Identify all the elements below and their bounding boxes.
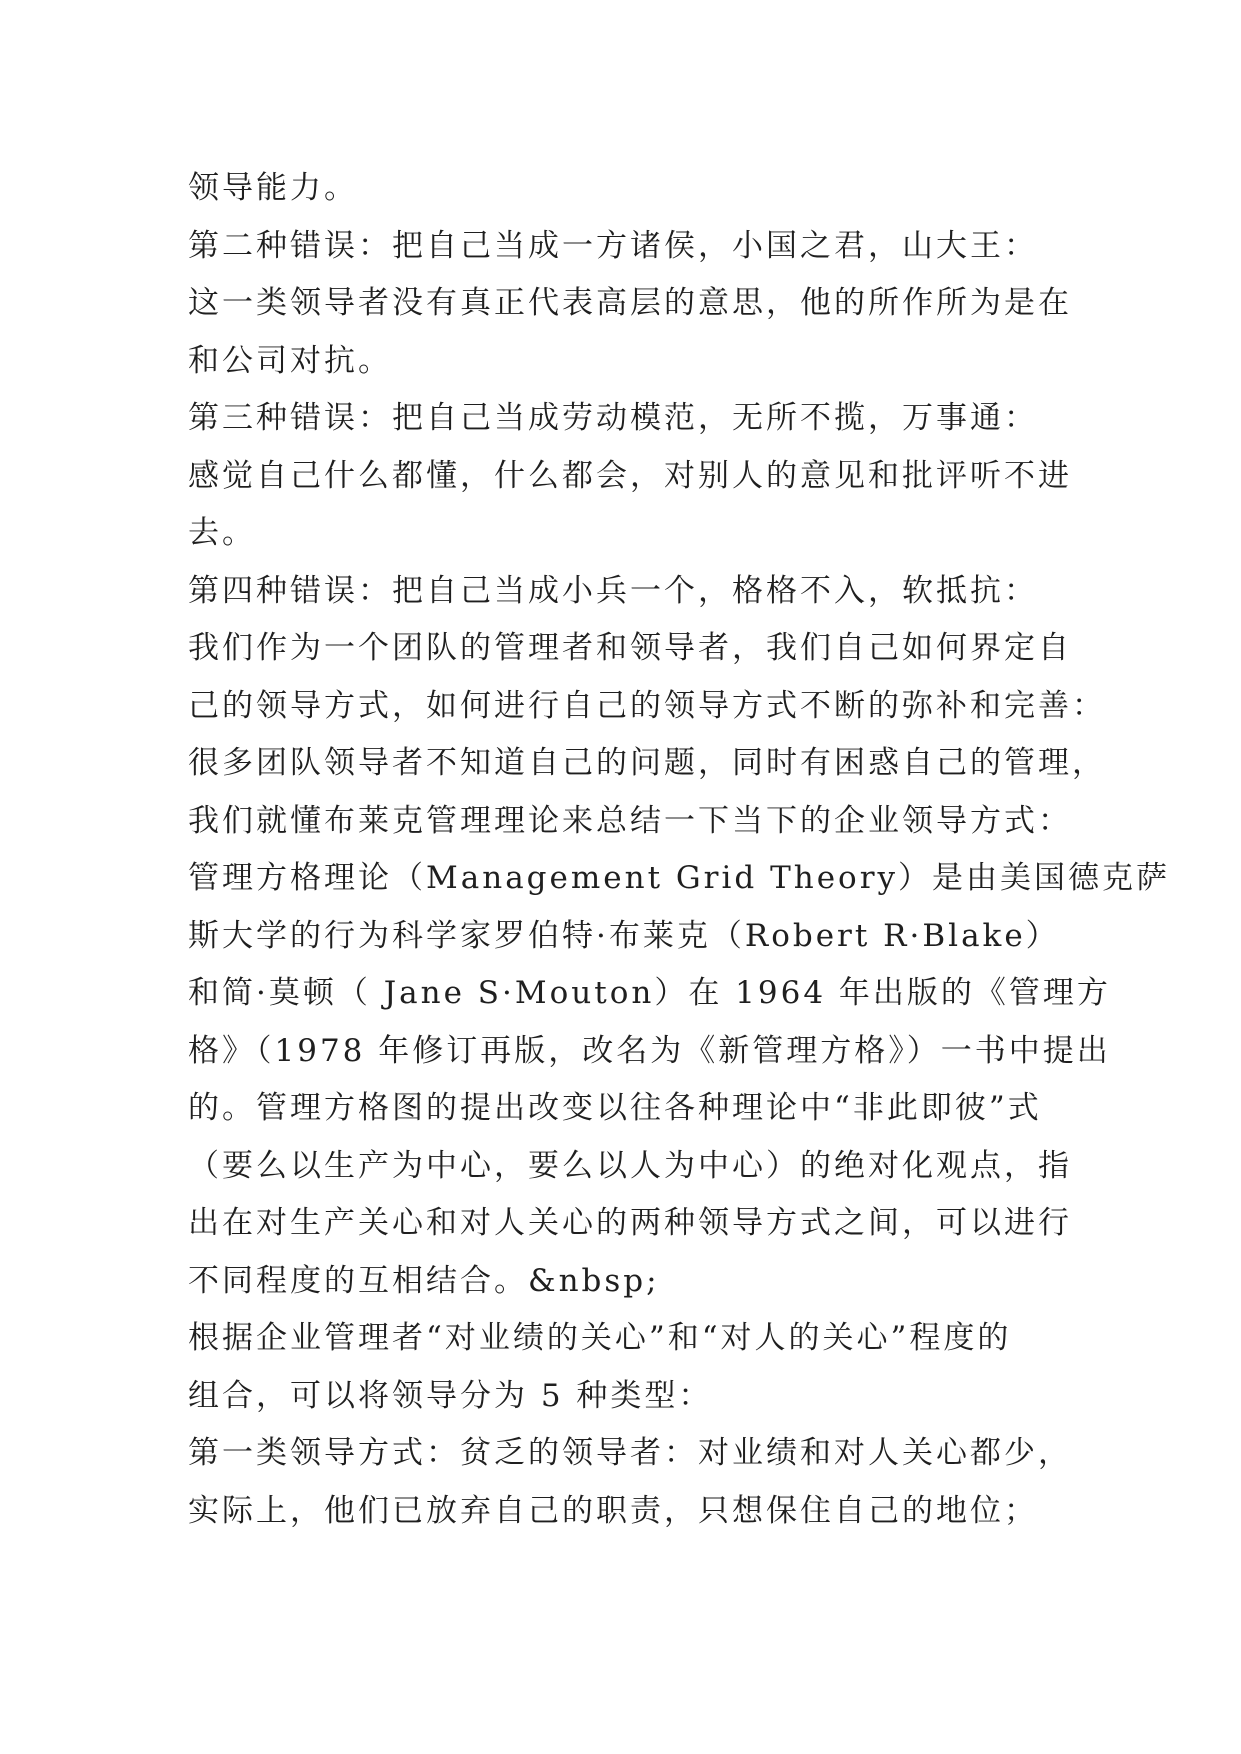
text-line: 和简·莫顿（ Jane S·Mouton）在 1964 年出版的《管理方 xyxy=(188,975,1111,1011)
text-line: 领导能力。 xyxy=(188,170,358,206)
text-line: 和公司对抗。 xyxy=(188,342,392,379)
text-line: 斯大学的行为科学家罗伯特·布莱克（Robert R·Blake） xyxy=(188,917,1060,954)
text-line: 去。 xyxy=(188,515,256,551)
text-line: 感觉自己什么都懂，什么都会，对别人的意见和批评听不进 xyxy=(188,457,1072,494)
text-line: 这一类领导者没有真正代表高层的意思，他的所作所为是在 xyxy=(188,285,1072,321)
text-line: 第二种错误：把自己当成一方诸侯，小国之君，山大王： xyxy=(188,227,1038,264)
text-line: 第三种错误：把自己当成劳动模范，无所不揽，万事通： xyxy=(188,400,1038,436)
body-text xyxy=(188,160,1171,1540)
text-line: 格》（1978 年修订再版，改名为《新管理方格》）一书中提出 xyxy=(188,1032,1111,1069)
text-line: 管理方格理论（Management Grid Theory）是由美国德克萨 xyxy=(188,860,1171,896)
text-line: （要么以生产为中心，要么以人为中心）的绝对化观点，指 xyxy=(188,1147,1072,1184)
text-line: 的。管理方格图的提出改变以往各种理论中“非此即彼”式 xyxy=(188,1090,1042,1126)
text-line: 很多团队领导者不知道自己的问题，同时有困惑自己的管理， xyxy=(188,745,1106,781)
text-line: 第四种错误：把自己当成小兵一个，格格不入，软抵抗： xyxy=(188,572,1038,609)
text-line: 不同程度的互相结合。&nbsp; xyxy=(188,1262,660,1299)
text-line: 实际上，他们已放弃自己的职责，只想保住自己的地位； xyxy=(188,1492,1038,1529)
text-line: 根据企业管理者“对业绩的关心”和“对人的关心”程度的 xyxy=(188,1320,1012,1356)
text-line: 我们就懂布莱克管理理论来总结一下当下的企业领导方式： xyxy=(188,802,1072,839)
text-line: 组合，可以将领导分为 5 种类型： xyxy=(188,1377,713,1414)
text-line: 出在对生产关心和对人关心的两种领导方式之间，可以进行 xyxy=(188,1205,1072,1241)
text-line: 我们作为一个团队的管理者和领导者，我们自己如何界定自 xyxy=(188,630,1072,666)
text-line: 第一类领导方式：贫乏的领导者：对业绩和对人关心都少， xyxy=(188,1435,1072,1471)
text-line: 己的领导方式，如何进行自己的领导方式不断的弥补和完善： xyxy=(188,687,1106,724)
